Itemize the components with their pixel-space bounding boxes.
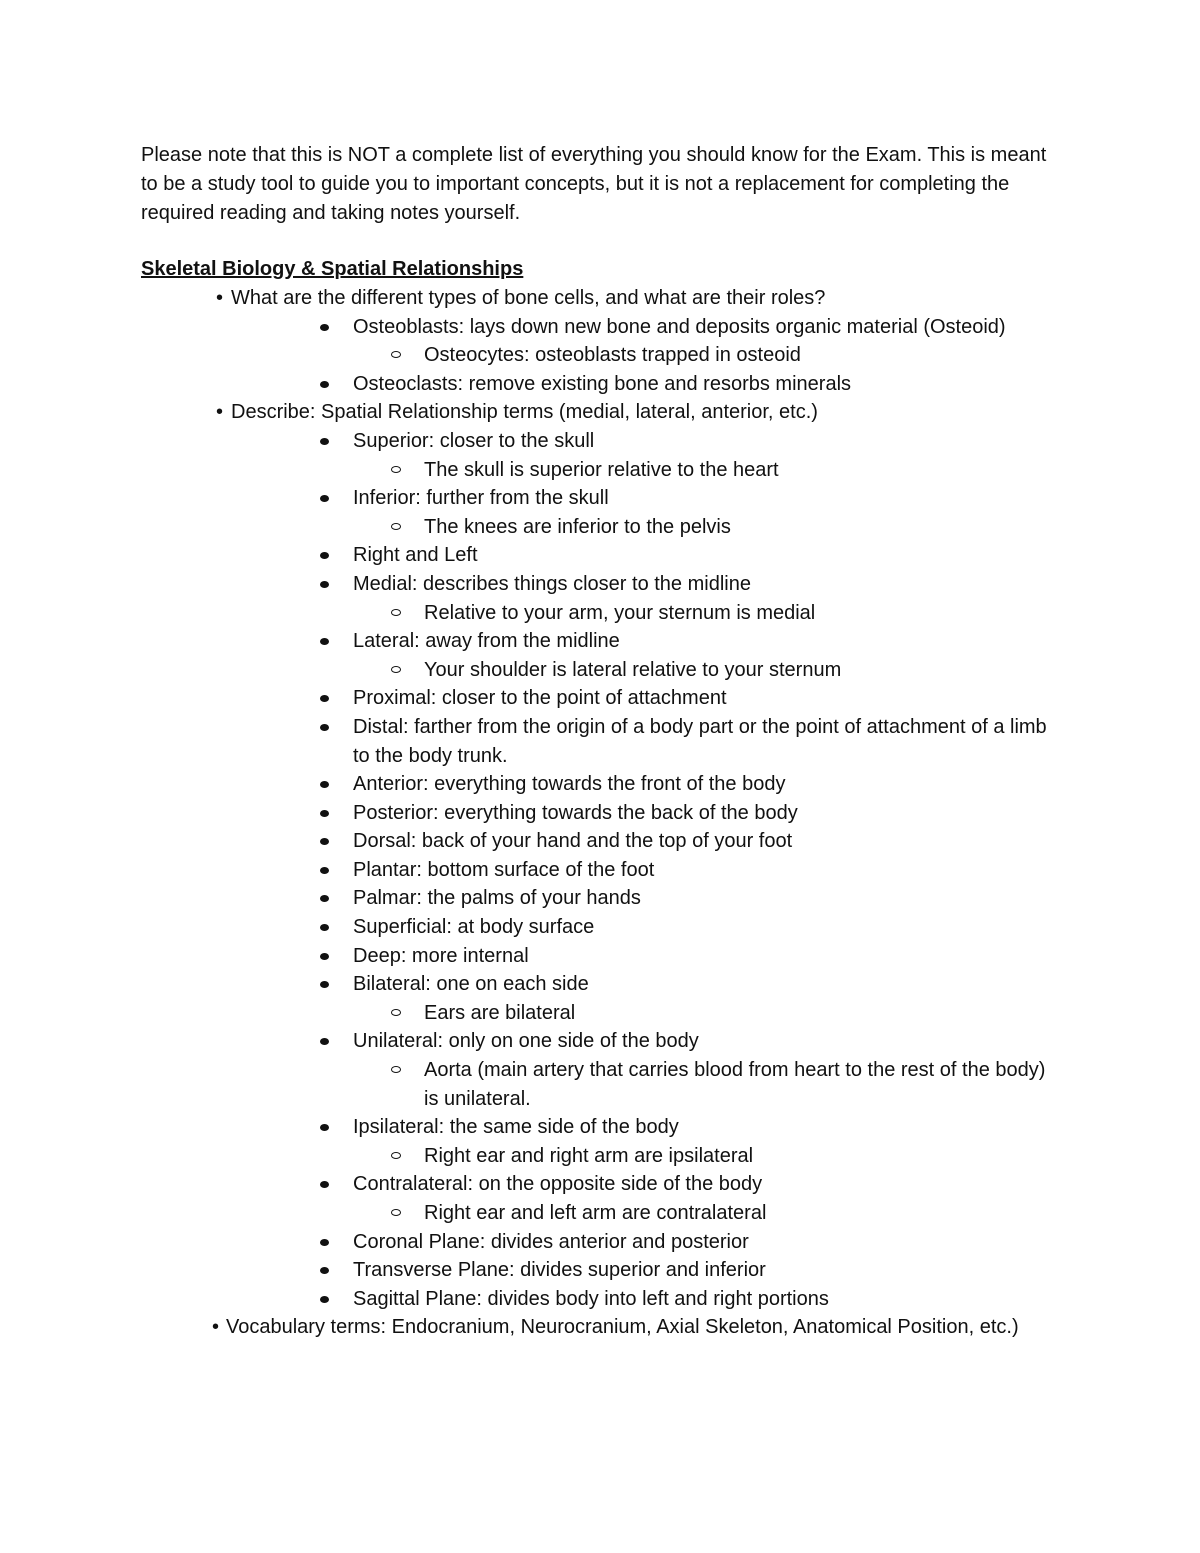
hollow-bullet-icon bbox=[391, 1152, 401, 1159]
list-item: • Vocabulary terms: Endocranium, Neurocranium, Axial Skeleton, Anatomical Position, etc.) bbox=[0, 1313, 1046, 1342]
filled-bullet-icon bbox=[320, 581, 329, 588]
filled-bullet-icon bbox=[320, 638, 329, 645]
list-item: Transverse Plane: divides superior and inferior bbox=[0, 1256, 1063, 1285]
small-bullet-icon: • bbox=[212, 1316, 220, 1339]
list-item: The skull is superior relative to the heart bbox=[0, 456, 1054, 485]
filled-bullet-icon bbox=[320, 724, 329, 731]
hollow-bullet-icon bbox=[391, 609, 401, 616]
list-item: Bilateral: one on each side bbox=[0, 970, 1063, 999]
small-bullet-icon: • bbox=[216, 401, 224, 424]
list-item: • Describe: Spatial Relationship terms (medial, lateral, anterior, etc.) bbox=[0, 398, 1200, 427]
list-item: Ipsilateral: the same side of the body bbox=[0, 1113, 1063, 1142]
list-item: Your shoulder is lateral relative to your sternum bbox=[0, 656, 1054, 685]
list-item: Osteocytes: osteoblasts trapped in osteoid bbox=[0, 341, 1054, 370]
hollow-bullet-icon bbox=[391, 351, 401, 358]
list-item: Palmar: the palms of your hands bbox=[0, 884, 1063, 913]
list-item: Right ear and right arm are ipsilateral bbox=[0, 1142, 1054, 1171]
filled-bullet-icon bbox=[320, 924, 329, 931]
list-item: Distal: farther from the origin of a body part or the point of attachment of a limb to the body trunk. bbox=[0, 713, 1063, 770]
filled-bullet-icon bbox=[320, 1239, 329, 1246]
list-item: Anterior: everything towards the front of the body bbox=[0, 770, 1063, 799]
hollow-bullet-icon bbox=[391, 1209, 401, 1216]
list-item: Right and Left bbox=[0, 541, 1063, 570]
hollow-bullet-icon bbox=[391, 523, 401, 530]
filled-bullet-icon bbox=[320, 1038, 329, 1045]
filled-bullet-icon bbox=[320, 1124, 329, 1131]
section-heading: Skeletal Biology & Spatial Relationships bbox=[141, 258, 524, 280]
list-item: The knees are inferior to the pelvis bbox=[0, 513, 1054, 542]
hollow-bullet-icon bbox=[391, 666, 401, 673]
list-item: Superficial: at body surface bbox=[0, 913, 1063, 942]
filled-bullet-icon bbox=[320, 781, 329, 788]
filled-bullet-icon bbox=[320, 1267, 329, 1274]
list-item: Aorta (main artery that carries blood from heart to the rest of the body) is unilateral. bbox=[0, 1056, 1054, 1113]
list-item: Ears are bilateral bbox=[0, 999, 1054, 1028]
list-item: Unilateral: only on one side of the body bbox=[0, 1027, 1063, 1056]
filled-bullet-icon bbox=[320, 695, 329, 702]
intro-paragraph: Please note that this is NOT a complete list of everything you should know for the Exam. This is meant to be a study tool to guide you to important concepts, but it is not a replacement for completing the required reading and taking notes yourself. bbox=[141, 144, 1047, 224]
filled-bullet-icon bbox=[320, 381, 329, 388]
filled-bullet-icon bbox=[320, 552, 329, 559]
filled-bullet-icon bbox=[320, 324, 329, 331]
list-item: Right ear and left arm are contralateral bbox=[0, 1199, 1054, 1228]
list-item: • What are the different types of bone cells, and what are their roles? bbox=[0, 284, 1200, 313]
filled-bullet-icon bbox=[320, 810, 329, 817]
filled-bullet-icon bbox=[320, 953, 329, 960]
filled-bullet-icon bbox=[320, 981, 329, 988]
hollow-bullet-icon bbox=[391, 1009, 401, 1016]
list-item: Plantar: bottom surface of the foot bbox=[0, 856, 1063, 885]
outline-list bbox=[0, 284, 1200, 1342]
list-item: Contralateral: on the opposite side of the body bbox=[0, 1170, 1063, 1199]
list-item: Proximal: closer to the point of attachment bbox=[0, 684, 1063, 713]
list-item: Sagittal Plane: divides body into left and right portions bbox=[0, 1285, 1063, 1314]
list-item: Lateral: away from the midline bbox=[0, 627, 1063, 656]
filled-bullet-icon bbox=[320, 1181, 329, 1188]
small-bullet-icon: • bbox=[216, 287, 224, 309]
filled-bullet-icon bbox=[320, 1296, 329, 1303]
list-item: Dorsal: back of your hand and the top of your foot bbox=[0, 827, 1063, 856]
filled-bullet-icon bbox=[320, 495, 329, 502]
list-item: Osteoblasts: lays down new bone and deposits organic material (Osteoid) bbox=[0, 313, 1063, 342]
list-item: Coronal Plane: divides anterior and posterior bbox=[0, 1228, 1063, 1257]
list-item: Posterior: everything towards the back of the body bbox=[0, 799, 1063, 828]
list-item: Medial: describes things closer to the midline bbox=[0, 570, 1063, 599]
filled-bullet-icon bbox=[320, 438, 329, 445]
hollow-bullet-icon bbox=[391, 1066, 401, 1073]
filled-bullet-icon bbox=[320, 895, 329, 902]
list-item: Inferior: further from the skull bbox=[0, 484, 1063, 513]
list-item: Superior: closer to the skull bbox=[0, 427, 1063, 456]
list-item: Deep: more internal bbox=[0, 942, 1063, 971]
hollow-bullet-icon bbox=[391, 466, 401, 473]
filled-bullet-icon bbox=[320, 867, 329, 874]
filled-bullet-icon bbox=[320, 838, 329, 845]
list-item: Relative to your arm, your sternum is medial bbox=[0, 599, 1054, 628]
list-item: Osteoclasts: remove existing bone and resorbs minerals bbox=[0, 370, 1063, 399]
